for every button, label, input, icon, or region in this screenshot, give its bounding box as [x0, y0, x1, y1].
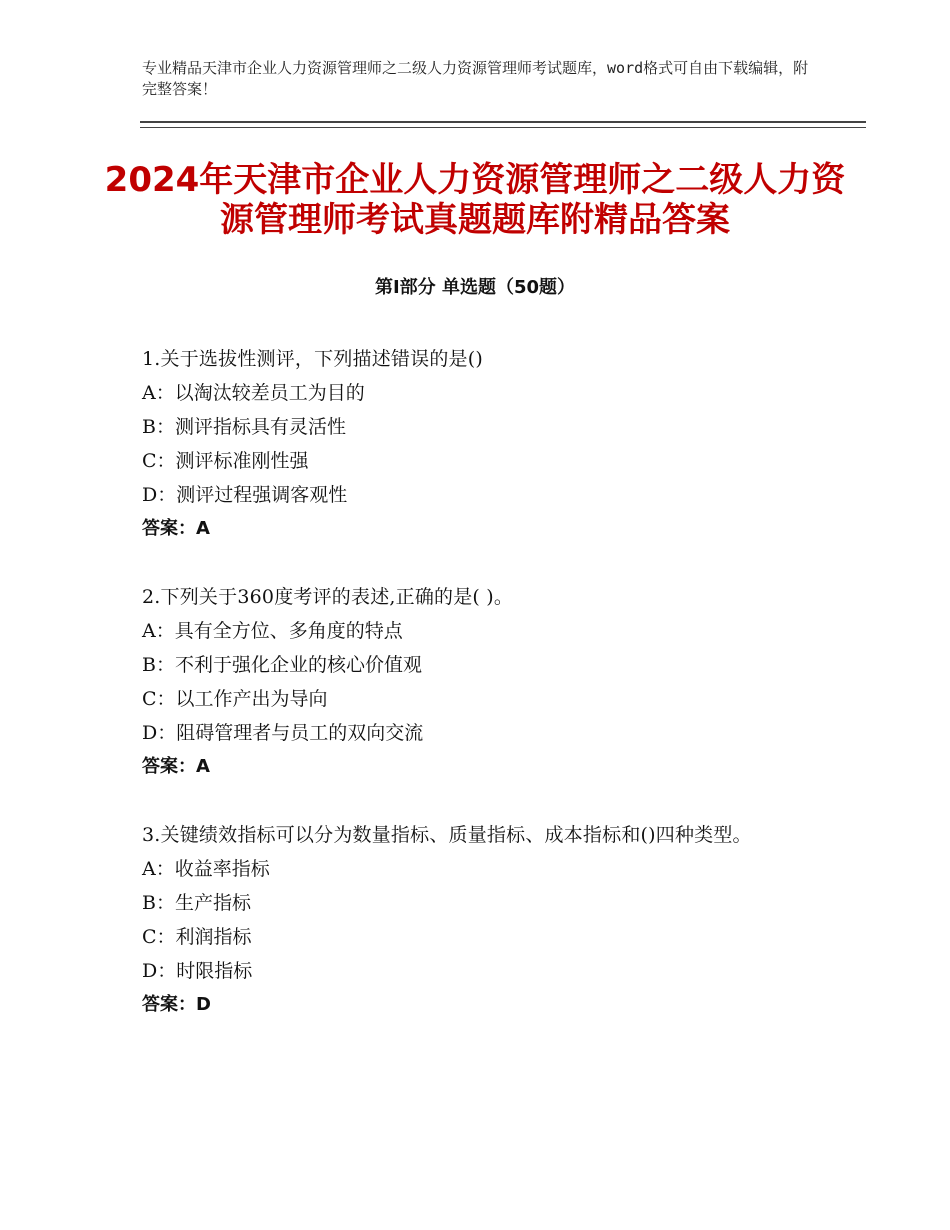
- option-d: D：阻碍管理者与员工的双向交流: [142, 722, 424, 744]
- option-c: C：测评标准刚性强: [142, 450, 309, 472]
- question-3: [142, 818, 822, 1022]
- question-stem: 3.关键绩效指标可以分为数量指标、质量指标、成本指标和()四种类型。: [142, 824, 752, 846]
- header-note: 专业精品天津市企业人力资源管理师之二级人力资源管理师考试题库，word格式可自由下载编辑，附完整答案！: [142, 59, 809, 98]
- option-d: D：测评过程强调客观性: [142, 484, 348, 506]
- option-c: C：以工作产出为导向: [142, 688, 328, 710]
- answer-label: 答案：D: [142, 994, 211, 1015]
- option-b: B：测评指标具有灵活性: [142, 416, 346, 438]
- answer-label: 答案：A: [142, 518, 210, 539]
- question-stem: 1.关于选拔性测评，下列描述错误的是(): [142, 348, 483, 370]
- question-list: [142, 342, 822, 1056]
- option-a: A：以淘汰较差员工为目的: [142, 382, 365, 404]
- answer-label: 答案：A: [142, 756, 210, 777]
- option-b: B：不利于强化企业的核心价值观: [142, 654, 422, 676]
- option-a: A：具有全方位、多角度的特点: [142, 620, 403, 642]
- header-divider: [140, 121, 866, 128]
- question-1: [142, 342, 822, 546]
- question-2: [142, 580, 822, 784]
- option-d: D：时限指标: [142, 960, 253, 982]
- document-title: 2024年天津市企业人力资源管理师之二级人力资源管理师考试真题题库附精品答案: [104, 160, 846, 240]
- option-b: B：生产指标: [142, 892, 251, 914]
- question-stem: 2.下列关于360度考评的表述,正确的是( )。: [142, 586, 514, 608]
- section-title: 第Ⅰ部分 单选题（50题）: [374, 277, 575, 298]
- option-c: C：利润指标: [142, 926, 252, 948]
- option-a: A：收益率指标: [142, 858, 270, 880]
